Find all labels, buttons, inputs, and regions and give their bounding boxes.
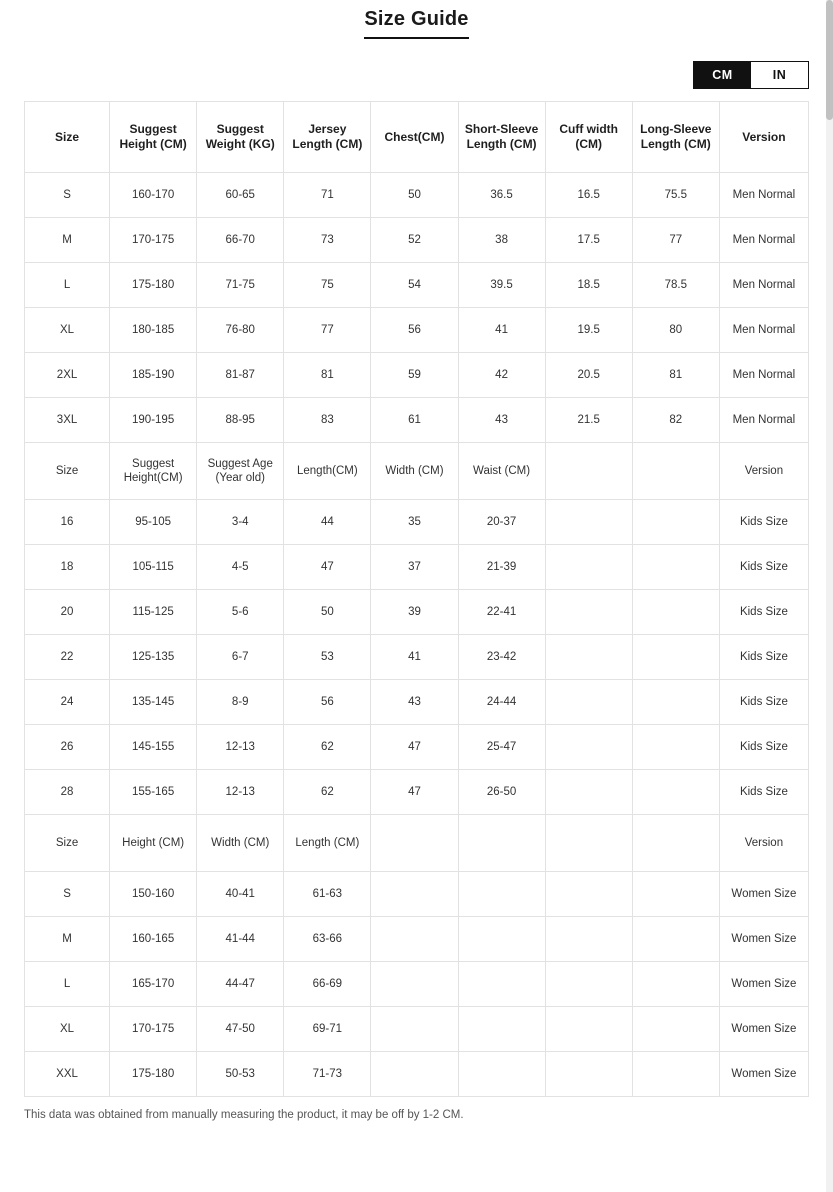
unit-toggle[interactable]	[693, 61, 809, 89]
table-cell: 88-95	[197, 398, 284, 443]
table-cell: 105-115	[110, 545, 197, 590]
column-header-suggest-weight: Suggest Weight (KG)	[197, 102, 284, 173]
table-cell: Version	[719, 443, 808, 500]
table-cell: Waist (CM)	[458, 443, 545, 500]
column-header-suggest-height: Suggest Height (CM)	[110, 102, 197, 173]
table-cell: 52	[371, 218, 458, 263]
table-cell: XXL	[25, 1052, 110, 1097]
table-cell: 69-71	[284, 1007, 371, 1052]
table-cell: Width (CM)	[371, 443, 458, 500]
table-cell	[632, 590, 719, 635]
table-cell: 81	[632, 353, 719, 398]
table-cell: 24-44	[458, 680, 545, 725]
table-cell: 16	[25, 500, 110, 545]
table-cell: Women Size	[719, 1052, 808, 1097]
table-cell: Size	[25, 443, 110, 500]
table-header-row	[25, 102, 809, 173]
table-cell: 71	[284, 173, 371, 218]
table-cell: 81-87	[197, 353, 284, 398]
table-cell: 44-47	[197, 962, 284, 1007]
table-cell: Size	[25, 815, 110, 872]
table-cell	[371, 1052, 458, 1097]
table-cell	[371, 962, 458, 1007]
table-cell	[458, 1052, 545, 1097]
table-row	[25, 398, 809, 443]
table-cell: 18	[25, 545, 110, 590]
table-row	[25, 962, 809, 1007]
table-cell	[458, 815, 545, 872]
table-cell: 83	[284, 398, 371, 443]
page-title: Size Guide	[364, 8, 468, 39]
table-cell: 21.5	[545, 398, 632, 443]
table-cell: 17.5	[545, 218, 632, 263]
table-section-row	[25, 443, 809, 500]
table-cell: 18.5	[545, 263, 632, 308]
table-cell: 6-7	[197, 635, 284, 680]
table-cell	[545, 962, 632, 1007]
table-cell	[632, 1007, 719, 1052]
table-cell: 75	[284, 263, 371, 308]
table-cell: Women Size	[719, 872, 808, 917]
table-cell: 62	[284, 770, 371, 815]
table-cell: L	[25, 962, 110, 1007]
table-cell	[632, 443, 719, 500]
table-cell: Length (CM)	[284, 815, 371, 872]
table-row	[25, 917, 809, 962]
table-cell: 77	[632, 218, 719, 263]
table-cell: 80	[632, 308, 719, 353]
table-cell	[545, 590, 632, 635]
table-cell: 26	[25, 725, 110, 770]
table-cell	[632, 635, 719, 680]
table-cell: 175-180	[110, 263, 197, 308]
table-cell	[632, 815, 719, 872]
table-cell: S	[25, 872, 110, 917]
column-header-jersey-length: Jersey Length (CM)	[284, 102, 371, 173]
table-cell	[632, 680, 719, 725]
table-cell: 135-145	[110, 680, 197, 725]
table-cell: 63-66	[284, 917, 371, 962]
table-cell: 62	[284, 725, 371, 770]
table-cell: 38	[458, 218, 545, 263]
table-cell	[545, 1007, 632, 1052]
table-cell: Height (CM)	[110, 815, 197, 872]
table-cell: 47-50	[197, 1007, 284, 1052]
page-title-wrap	[24, 0, 809, 39]
table-cell: 59	[371, 353, 458, 398]
table-cell: 77	[284, 308, 371, 353]
table-cell: 47	[284, 545, 371, 590]
table-cell	[371, 872, 458, 917]
table-cell	[458, 872, 545, 917]
table-cell	[545, 443, 632, 500]
table-cell: Kids Size	[719, 590, 808, 635]
table-cell	[371, 1007, 458, 1052]
table-cell	[632, 725, 719, 770]
unit-option-cm[interactable]: CM	[694, 62, 751, 88]
table-cell: 56	[371, 308, 458, 353]
table-cell: 36.5	[458, 173, 545, 218]
table-cell	[545, 770, 632, 815]
table-cell	[545, 500, 632, 545]
table-cell: Men Normal	[719, 308, 808, 353]
table-cell: 37	[371, 545, 458, 590]
table-cell: Men Normal	[719, 218, 808, 263]
table-cell: 8-9	[197, 680, 284, 725]
table-cell: 44	[284, 500, 371, 545]
table-cell: 150-160	[110, 872, 197, 917]
table-cell: Version	[719, 815, 808, 872]
table-row	[25, 173, 809, 218]
table-cell: 3-4	[197, 500, 284, 545]
table-cell: 53	[284, 635, 371, 680]
table-cell: 21-39	[458, 545, 545, 590]
table-cell: 2XL	[25, 353, 110, 398]
table-cell: 43	[458, 398, 545, 443]
table-cell: 39.5	[458, 263, 545, 308]
table-cell: 4-5	[197, 545, 284, 590]
table-cell	[632, 500, 719, 545]
table-cell: 39	[371, 590, 458, 635]
table-cell: 170-175	[110, 218, 197, 263]
table-cell: 82	[632, 398, 719, 443]
table-row	[25, 590, 809, 635]
table-cell: Suggest Height(CM)	[110, 443, 197, 500]
table-cell: Kids Size	[719, 500, 808, 545]
table-cell: 71-73	[284, 1052, 371, 1097]
table-cell: 20-37	[458, 500, 545, 545]
table-cell: Kids Size	[719, 725, 808, 770]
table-cell: Kids Size	[719, 635, 808, 680]
column-header-size: Size	[25, 102, 110, 173]
table-cell: M	[25, 917, 110, 962]
table-row	[25, 725, 809, 770]
table-cell: 175-180	[110, 1052, 197, 1097]
table-cell: Men Normal	[719, 398, 808, 443]
table-cell: XL	[25, 1007, 110, 1052]
table-cell: Kids Size	[719, 545, 808, 590]
table-cell: 66-69	[284, 962, 371, 1007]
table-cell: 95-105	[110, 500, 197, 545]
table-cell: 61-63	[284, 872, 371, 917]
table-cell: 42	[458, 353, 545, 398]
table-cell: 115-125	[110, 590, 197, 635]
table-cell: S	[25, 173, 110, 218]
table-cell: 75.5	[632, 173, 719, 218]
table-cell: 61	[371, 398, 458, 443]
table-cell: Men Normal	[719, 263, 808, 308]
table-row	[25, 1052, 809, 1097]
table-cell: 50-53	[197, 1052, 284, 1097]
table-cell: 20.5	[545, 353, 632, 398]
table-cell: Kids Size	[719, 680, 808, 725]
table-cell: Women Size	[719, 962, 808, 1007]
table-cell: 24	[25, 680, 110, 725]
table-cell: 185-190	[110, 353, 197, 398]
table-cell: 25-47	[458, 725, 545, 770]
column-header-chest: Chest(CM)	[371, 102, 458, 173]
table-header	[25, 102, 809, 173]
table-cell: 41-44	[197, 917, 284, 962]
table-cell	[632, 872, 719, 917]
table-cell: 41	[458, 308, 545, 353]
table-cell: 50	[371, 173, 458, 218]
table-row	[25, 353, 809, 398]
table-cell: 145-155	[110, 725, 197, 770]
table-cell: 78.5	[632, 263, 719, 308]
table-cell	[545, 1052, 632, 1097]
table-cell: 50	[284, 590, 371, 635]
column-header-cuff-width: Cuff width (CM)	[545, 102, 632, 173]
table-section-row	[25, 815, 809, 872]
table-row	[25, 1007, 809, 1052]
table-row	[25, 635, 809, 680]
size-chart-table	[24, 101, 809, 1097]
column-header-version: Version	[719, 102, 808, 173]
table-cell: 160-165	[110, 917, 197, 962]
table-row	[25, 308, 809, 353]
table-cell: 19.5	[545, 308, 632, 353]
table-cell	[458, 1007, 545, 1052]
table-cell: 22	[25, 635, 110, 680]
table-cell	[458, 962, 545, 1007]
table-cell	[632, 545, 719, 590]
table-cell	[458, 917, 545, 962]
page-scrollbar[interactable]	[826, 0, 833, 1192]
table-cell: 60-65	[197, 173, 284, 218]
table-cell: Men Normal	[719, 353, 808, 398]
table-cell	[545, 917, 632, 962]
table-cell	[545, 635, 632, 680]
table-cell: 180-185	[110, 308, 197, 353]
table-cell	[545, 872, 632, 917]
table-body	[25, 173, 809, 1097]
table-cell	[632, 962, 719, 1007]
table-cell: Kids Size	[719, 770, 808, 815]
table-cell: 56	[284, 680, 371, 725]
column-header-long-sleeve-length: Long-Sleeve Length (CM)	[632, 102, 719, 173]
table-cell	[545, 725, 632, 770]
table-cell: 20	[25, 590, 110, 635]
table-cell: Men Normal	[719, 173, 808, 218]
table-cell: 12-13	[197, 770, 284, 815]
table-row	[25, 500, 809, 545]
table-cell: 12-13	[197, 725, 284, 770]
table-row	[25, 263, 809, 308]
table-cell: Width (CM)	[197, 815, 284, 872]
table-row	[25, 872, 809, 917]
unit-toggle-row	[24, 61, 809, 89]
table-cell: 35	[371, 500, 458, 545]
table-cell: 41	[371, 635, 458, 680]
table-row	[25, 218, 809, 263]
table-cell: 43	[371, 680, 458, 725]
table-cell: 160-170	[110, 173, 197, 218]
table-cell: Length(CM)	[284, 443, 371, 500]
table-cell: XL	[25, 308, 110, 353]
measurement-footnote: This data was obtained from manually measuring the product, it may be off by 1-2 CM.	[24, 1109, 464, 1121]
table-cell: M	[25, 218, 110, 263]
table-cell: 155-165	[110, 770, 197, 815]
table-cell	[545, 680, 632, 725]
table-cell	[545, 545, 632, 590]
table-cell: 66-70	[197, 218, 284, 263]
table-cell: 190-195	[110, 398, 197, 443]
table-cell: 23-42	[458, 635, 545, 680]
table-cell: Women Size	[719, 1007, 808, 1052]
table-row	[25, 680, 809, 725]
table-cell: 40-41	[197, 872, 284, 917]
table-row	[25, 545, 809, 590]
table-cell: 81	[284, 353, 371, 398]
table-cell: 170-175	[110, 1007, 197, 1052]
table-row	[25, 770, 809, 815]
table-cell	[371, 917, 458, 962]
table-cell	[545, 815, 632, 872]
table-cell: 165-170	[110, 962, 197, 1007]
table-cell: Women Size	[719, 917, 808, 962]
unit-option-in[interactable]: IN	[751, 62, 808, 88]
table-cell: 76-80	[197, 308, 284, 353]
table-cell: 26-50	[458, 770, 545, 815]
table-cell: 5-6	[197, 590, 284, 635]
table-cell	[632, 917, 719, 962]
table-cell	[632, 1052, 719, 1097]
table-cell	[371, 815, 458, 872]
table-cell: 47	[371, 725, 458, 770]
table-cell: L	[25, 263, 110, 308]
table-cell: 71-75	[197, 263, 284, 308]
table-cell	[632, 770, 719, 815]
table-cell: Suggest Age (Year old)	[197, 443, 284, 500]
table-cell: 73	[284, 218, 371, 263]
table-cell: 28	[25, 770, 110, 815]
table-cell: 22-41	[458, 590, 545, 635]
column-header-short-sleeve-length: Short-Sleeve Length (CM)	[458, 102, 545, 173]
table-cell: 125-135	[110, 635, 197, 680]
table-cell: 16.5	[545, 173, 632, 218]
page-scrollbar-thumb[interactable]	[826, 0, 833, 120]
table-cell: 54	[371, 263, 458, 308]
table-cell: 3XL	[25, 398, 110, 443]
table-cell: 47	[371, 770, 458, 815]
